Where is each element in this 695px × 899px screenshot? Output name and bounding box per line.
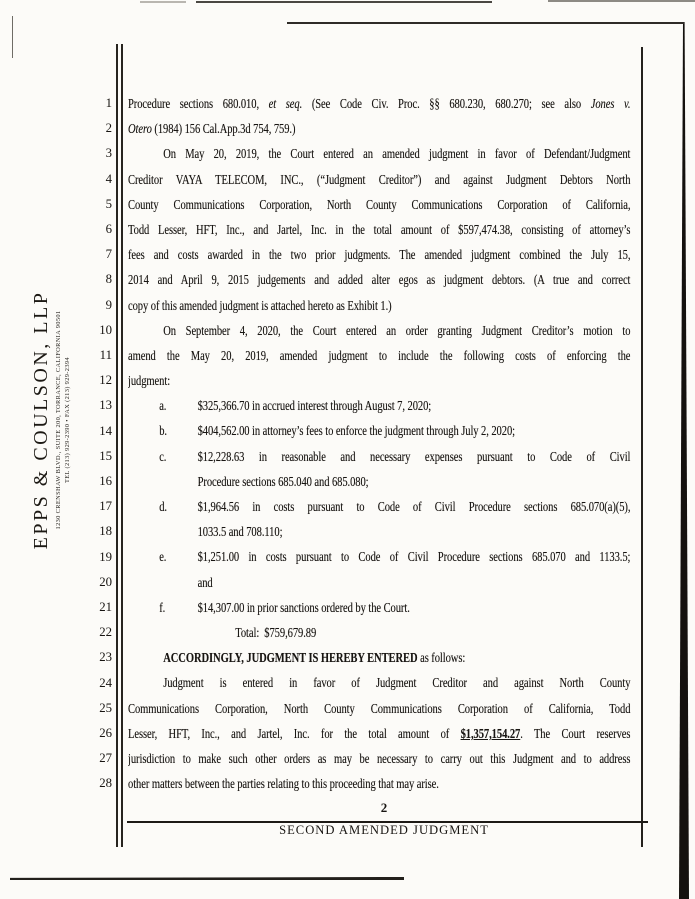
line-number-4: 4	[105, 171, 112, 186]
line-text	[128, 368, 630, 393]
body-line-2	[128, 116, 630, 141]
text-segment: $404,562.00 in attorney’s fees to enforce the judgment through July 2, 2020;	[197, 423, 515, 439]
line-number-12: 12	[99, 373, 112, 388]
scan-artifact-left-hairline	[12, 16, 13, 58]
text-segment: $12,228.63 in reasonable and necessary expenses pursuant to Code of Civil	[197, 448, 631, 464]
line-text	[128, 645, 630, 670]
line-number-17: 17	[99, 499, 112, 514]
line-text	[128, 318, 630, 343]
body-line-4	[128, 167, 630, 192]
line-number-13: 13	[99, 398, 112, 413]
line-number-2: 2	[105, 121, 112, 136]
body-line-23	[128, 645, 630, 670]
text-segment: $1,251.00 in costs pursuant to Code of Civil Procedure sections 685.070 and 1133.5;	[197, 549, 631, 565]
left-margin-rule-inner	[121, 44, 123, 847]
text-segment: Todd Lesser, HFT, Inc., and Jartel, Inc. in the total amount of $597,474.38, consisting of attorney’s	[128, 221, 631, 237]
right-margin-rule	[641, 47, 643, 847]
scan-artifact-top-left	[140, 1, 186, 3]
body-line-8	[128, 267, 630, 292]
page-number: 2	[380, 800, 388, 815]
body-line-26	[128, 721, 630, 746]
line-number-11: 11	[99, 348, 112, 362]
line-text	[128, 116, 630, 141]
body-line-9	[128, 293, 630, 318]
line-number-16: 16	[99, 474, 112, 488]
line-number-18: 18	[99, 524, 112, 539]
text-segment: (See Code Civ. Proc. §§ 680.230, 680.270; see also	[302, 96, 591, 111]
line-text	[128, 519, 630, 544]
text-segment: other matters between the parties relating to this proceeding that may arise.	[128, 776, 439, 792]
line-text	[128, 494, 630, 519]
page-edge-shadow	[672, 18, 695, 899]
line-number-7: 7	[105, 247, 112, 262]
text-segment: ACCORDINGLY, JUDGMENT IS HEREBY ENTERED	[163, 650, 418, 666]
text-segment: Total: $759,679.89	[235, 624, 317, 640]
text-segment: judgment:	[128, 373, 171, 389]
text-segment: amend the May 20, 2019, amended judgment to include the following costs of enforcing the	[128, 347, 631, 363]
line-text	[128, 167, 630, 192]
text-segment: $1,964.56 in costs pursuant to Code of Civil Procedure sections 685.070(a)(5),	[197, 499, 631, 514]
line-number-15: 15	[99, 448, 112, 463]
line-number-3: 3	[105, 146, 112, 161]
text-segment: Lesser, HFT, Inc., and Jartel, Inc. for the total amount of	[128, 725, 461, 741]
item-letter-a: a.	[159, 398, 167, 414]
text-segment: et seq.	[268, 96, 303, 111]
line-text	[128, 620, 630, 645]
line-number-24: 24	[99, 675, 112, 690]
line-text	[128, 393, 630, 418]
line-text	[128, 217, 630, 242]
text-segment: Procedure sections 685.040 and 685.080;	[197, 473, 369, 489]
body-line-7	[128, 242, 630, 267]
scan-artifact-top-right	[548, 0, 695, 2]
line-text	[128, 771, 630, 796]
item-letter-f: f.	[159, 599, 166, 615]
line-text	[128, 595, 630, 620]
body-line-18	[128, 519, 630, 544]
text-segment: Communications Corporation, North County Communications Corporation of California, Todd	[128, 700, 631, 716]
text-segment: fees and costs awarded in the two prior judgments. The amended judgment combined the July 15,	[128, 247, 631, 263]
line-text	[128, 418, 630, 443]
line-number-21: 21	[99, 600, 112, 614]
law-firm-address: 1230 CRENSHAW BLVD., SUITE 200, TORRANCE, CALIFORNIA 90501	[55, 310, 62, 530]
line-number-1: 1	[105, 96, 112, 110]
scan-artifact-bottom-edge	[10, 877, 404, 880]
text-segment: . The Court reserves	[520, 725, 631, 741]
text-segment: and	[197, 574, 213, 590]
text-segment: $1,357,154.27	[460, 725, 521, 741]
line-text	[128, 570, 630, 595]
left-margin-rule-outer	[116, 44, 118, 847]
line-number-5: 5	[105, 196, 112, 211]
body-line-17	[128, 494, 630, 519]
law-firm-name: EPPS & COULSON, LLP	[30, 290, 52, 550]
text-segment: jurisdiction to make such other orders as may be necessary to carry out this Judgment and to address	[128, 750, 631, 766]
text-segment: (1984) 156 Cal.App.3d 754, 759.)	[151, 121, 296, 137]
text-segment: 1033.5 and 708.110;	[197, 524, 283, 540]
law-firm-sidebar-block	[28, 275, 82, 565]
line-number-19: 19	[99, 549, 112, 564]
body-line-6	[128, 217, 630, 242]
body-line-20	[128, 570, 630, 595]
body-line-25	[128, 696, 630, 721]
top-border-rule	[287, 22, 684, 24]
body-line-3	[128, 141, 630, 166]
line-text	[128, 721, 630, 746]
line-number-20: 20	[99, 574, 112, 589]
footer-document-title: SECOND AMENDED JUDGMENT	[279, 823, 489, 837]
body-line-10	[128, 318, 630, 343]
body-text-block	[128, 91, 630, 796]
text-segment: Otero	[128, 121, 152, 137]
body-line-14	[128, 418, 630, 443]
line-number-8: 8	[105, 272, 112, 287]
text-segment: Jones v.	[590, 96, 631, 111]
line-number-14: 14	[99, 423, 112, 438]
text-segment: $14,307.00 in prior sanctions ordered by the Court.	[197, 599, 410, 615]
body-line-22	[128, 620, 630, 645]
text-segment: copy of this amended judgment is attached hereto as Exhibit 1.)	[128, 297, 392, 313]
line-number-23: 23	[99, 650, 112, 665]
line-text	[128, 141, 630, 166]
body-line-13	[128, 393, 630, 418]
line-text	[128, 696, 630, 721]
text-segment: Procedure sections 680.010,	[128, 96, 269, 111]
line-text	[128, 469, 630, 494]
text-segment: as follows:	[417, 650, 466, 666]
line-number-25: 25	[99, 700, 112, 715]
line-text	[128, 670, 630, 695]
line-text	[128, 544, 630, 569]
body-line-5	[128, 192, 630, 217]
line-text	[128, 192, 630, 217]
body-line-19	[128, 544, 630, 569]
text-segment: County Communications Corporation, North County Communications Corporation of California,	[128, 196, 631, 212]
law-firm-phone: TEL (213) 929-2390 • FAX (213) 929-2394	[64, 357, 71, 483]
line-number-10: 10	[99, 322, 112, 337]
body-line-16	[128, 469, 630, 494]
line-number-9: 9	[105, 297, 112, 312]
item-letter-d: d.	[159, 499, 167, 514]
text-segment: 2014 and April 9, 2015 judgements and added alter egos as judgment debtors. (A true and correct	[128, 272, 631, 288]
body-line-21	[128, 595, 630, 620]
text-segment: Judgment is entered in favor of Judgment Creditor and against North County	[163, 675, 631, 691]
line-text	[128, 91, 630, 116]
item-letter-b: b.	[159, 423, 167, 439]
line-text	[128, 293, 630, 318]
line-number-6: 6	[105, 222, 112, 236]
line-number-28: 28	[99, 776, 112, 791]
item-letter-c: c.	[159, 448, 167, 464]
line-number-22: 22	[99, 625, 112, 640]
line-text	[128, 242, 630, 267]
line-text	[128, 343, 630, 368]
body-line-27	[128, 746, 630, 771]
body-line-12	[128, 368, 630, 393]
line-text	[128, 746, 630, 771]
body-line-28	[128, 771, 630, 796]
text-segment: On May 20, 2019, the Court entered an amended judgment in favor of Defendant/Judgment	[163, 146, 631, 162]
item-letter-e: e.	[159, 549, 167, 565]
body-line-11	[128, 343, 630, 368]
text-segment: Creditor VAYA TELECOM, INC., (“Judgment Creditor”) and against Judgment Debtors North	[128, 171, 631, 187]
line-number-26: 26	[99, 726, 112, 740]
body-line-15	[128, 444, 630, 469]
text-segment: $325,366.70 in accrued interest through August 7, 2020;	[197, 398, 432, 414]
body-line-24	[128, 670, 630, 695]
text-segment: On September 4, 2020, the Court entered an order granting Judgment Creditor’s motion to	[163, 322, 631, 338]
scan-artifact-top-middle	[196, 1, 492, 3]
line-number-27: 27	[99, 751, 112, 766]
line-text	[128, 444, 630, 469]
body-line-1	[128, 91, 630, 116]
line-text	[128, 267, 630, 292]
